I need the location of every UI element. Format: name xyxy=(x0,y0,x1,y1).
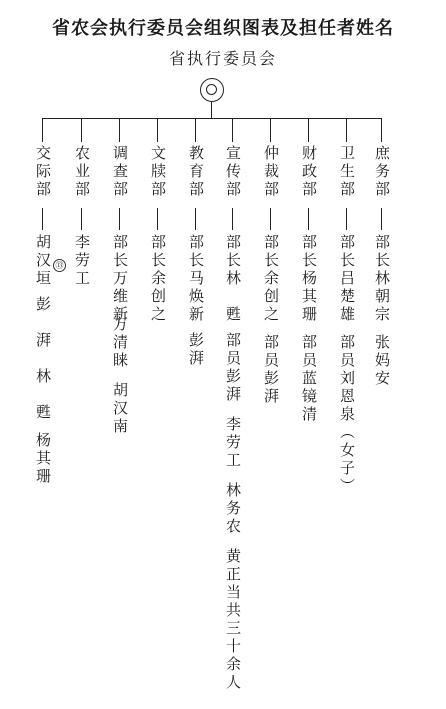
member: 胡汉南 xyxy=(111,382,129,436)
dept-name: 文牍部 xyxy=(149,145,167,199)
dept-drop-line xyxy=(270,118,271,142)
dept-name: 财政部 xyxy=(300,145,318,199)
member: 部长吕楚雄 xyxy=(338,234,356,324)
dept-name: 调查部 xyxy=(111,145,129,199)
dept-wendu xyxy=(148,118,168,698)
member: 黄正当共三十余人 xyxy=(224,548,242,692)
member: 部长杨其珊 xyxy=(300,234,318,324)
dept-name: 庶务部 xyxy=(373,145,391,199)
dept-drop-line xyxy=(119,118,120,142)
dept-jiaoyu xyxy=(186,118,206,698)
dept-caizheng xyxy=(299,118,319,698)
dept-xuanchuan xyxy=(223,118,243,698)
root-node-label: 省执行委员会 xyxy=(168,49,277,68)
dept-connector xyxy=(119,208,120,230)
member: 林 xyxy=(34,368,52,386)
dept-connector xyxy=(232,208,233,230)
member: 胡汉垣 xyxy=(34,234,52,288)
dept-name: 农业部 xyxy=(73,145,91,199)
dept-shuwu xyxy=(372,118,392,698)
dept-connector xyxy=(195,208,196,230)
member: 部长马焕新 xyxy=(187,234,205,324)
dept-jiaoji xyxy=(33,118,53,698)
member: 甦 xyxy=(34,404,52,422)
dept-name: 卫生部 xyxy=(338,145,356,199)
footnote-marker: ⑬ xyxy=(53,259,66,272)
dept-drop-line xyxy=(81,118,82,142)
member: 部员刘恩泉（女子） xyxy=(338,334,356,496)
member: 李劳工 xyxy=(73,234,91,288)
member: 部员蓝镜清 xyxy=(300,334,318,424)
dept-name: 宣传部 xyxy=(224,145,242,199)
member: 张妈安 xyxy=(373,334,391,388)
dept-connector xyxy=(346,208,347,230)
dept-drop-line xyxy=(195,118,196,142)
dept-connector xyxy=(42,208,43,230)
dept-nongye xyxy=(72,118,92,698)
member: 林务农 xyxy=(224,482,242,536)
member: 部长林 甦 xyxy=(224,234,242,324)
dept-drop-line xyxy=(346,118,347,142)
dept-zhongcai xyxy=(261,118,281,698)
dept-drop-line xyxy=(157,118,158,142)
dept-drop-line xyxy=(42,118,43,142)
dept-drop-line xyxy=(308,118,309,142)
dept-connector xyxy=(381,208,382,230)
member: 部员彭湃 xyxy=(262,334,280,406)
page-title: 省农会执行委员会组织图表及担任者姓名 xyxy=(52,18,394,39)
root-node-symbol xyxy=(200,78,224,102)
dept-connector xyxy=(157,208,158,230)
member: 杨其珊 xyxy=(34,432,52,486)
member: 部长余创之 xyxy=(149,234,167,324)
dept-drop-line xyxy=(232,118,233,142)
member: 李劳工 xyxy=(224,416,242,470)
member: 湃 xyxy=(34,332,52,350)
member: 部长林朝宗 xyxy=(373,234,391,324)
member: 彭 xyxy=(34,296,52,314)
member: 部员彭湃 xyxy=(224,332,242,404)
dept-connector xyxy=(270,208,271,230)
dept-name: 教育部 xyxy=(187,145,205,199)
member: 彭湃 xyxy=(187,332,205,368)
dept-name: 交际部 xyxy=(34,145,52,199)
dept-drop-line xyxy=(381,118,382,142)
member: 万清睐 xyxy=(111,316,129,370)
dept-connector xyxy=(308,208,309,230)
branch-bar xyxy=(42,118,381,119)
member: 部长万维新 xyxy=(111,234,129,324)
dept-name: 仲裁部 xyxy=(262,145,280,199)
root-stem-line xyxy=(211,102,212,118)
member: 部长余创之 xyxy=(262,234,280,324)
dept-diaocha xyxy=(110,118,130,698)
dept-weisheng xyxy=(337,118,357,698)
dept-connector xyxy=(81,208,82,230)
